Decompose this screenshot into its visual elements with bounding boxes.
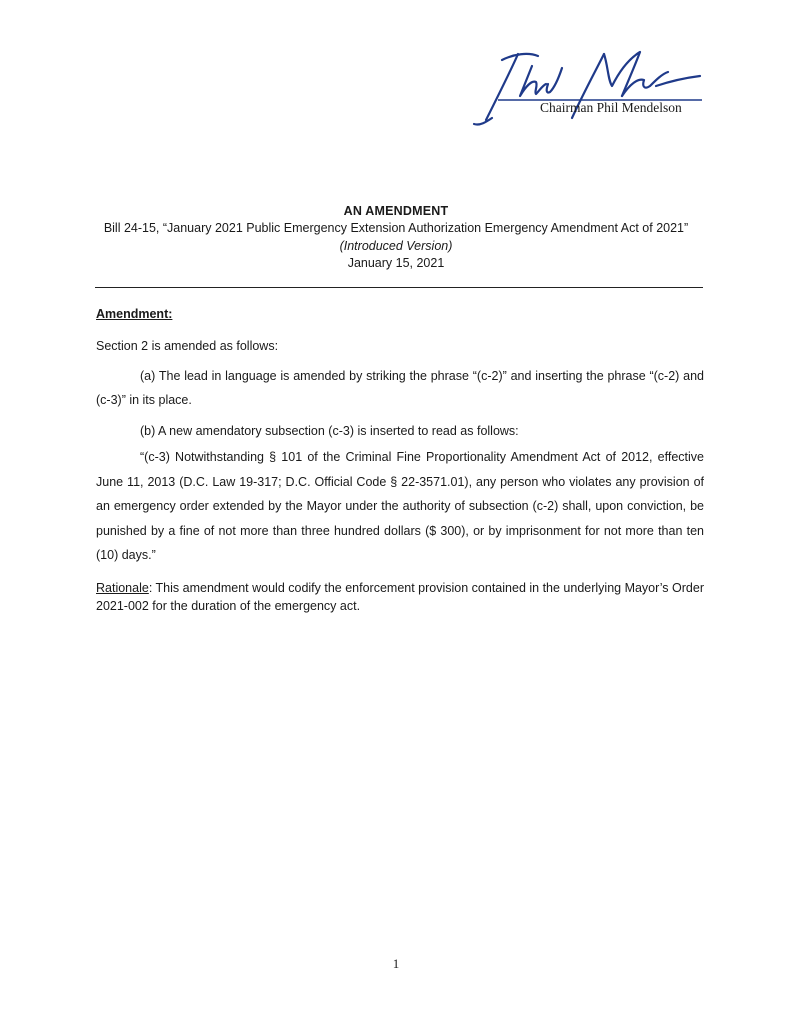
signatory-name: Chairman Phil Mendelson	[540, 100, 682, 115]
document-date: January 15, 2021	[347, 256, 445, 270]
bill-version: (Introduced Version)	[339, 238, 453, 253]
document-title: AN AMENDMENT	[343, 204, 449, 218]
amendment-label: Amendment:	[96, 307, 173, 321]
paragraph-a: (a) The lead in language is amended by striking the phrase “(c-2)” and inserting the phrase “(c-2) and (c-3)” in its place.	[96, 368, 704, 407]
paragraph-b: (b) A new amendatory subsection (c-3) is inserted to read as follows:	[140, 423, 519, 438]
rationale-text: : This amendment would codify the enforcement provision contained in the underlying Mayor’s Order 2021-002 for the duration of the emergency act.	[96, 581, 704, 613]
rationale-label: Rationale	[96, 581, 149, 595]
section-intro: Section 2 is amended as follows:	[96, 339, 279, 353]
header-divider	[95, 287, 703, 288]
page-number: 1	[392, 956, 400, 971]
amendment-header	[60, 203, 732, 273]
bill-title: Bill 24-15, “January 2021 Public Emergency Extension Authorization Emergency Amendment Act of 2021”	[103, 221, 689, 235]
signature-block	[462, 40, 722, 130]
quoted-subsection-c3: “(c-3) Notwithstanding § 101 of the Criminal Fine Proportionality Amendment Act of 2012, effective June 11, 2013 (D.C. Law 19-317; D.C. Official Code § 22-3571.01), any person who violates any provision of an emergency order extended by the Mayor under the authority of subsection (c-2) shall, upon conviction, be punished by a fine of not more than three hundred dollars ($ 300), or by imprisonment for not more than ten (10) days.”	[96, 450, 704, 562]
amendment-body	[96, 305, 704, 568]
handwritten-signature	[462, 40, 722, 130]
rationale-paragraph	[96, 580, 708, 615]
